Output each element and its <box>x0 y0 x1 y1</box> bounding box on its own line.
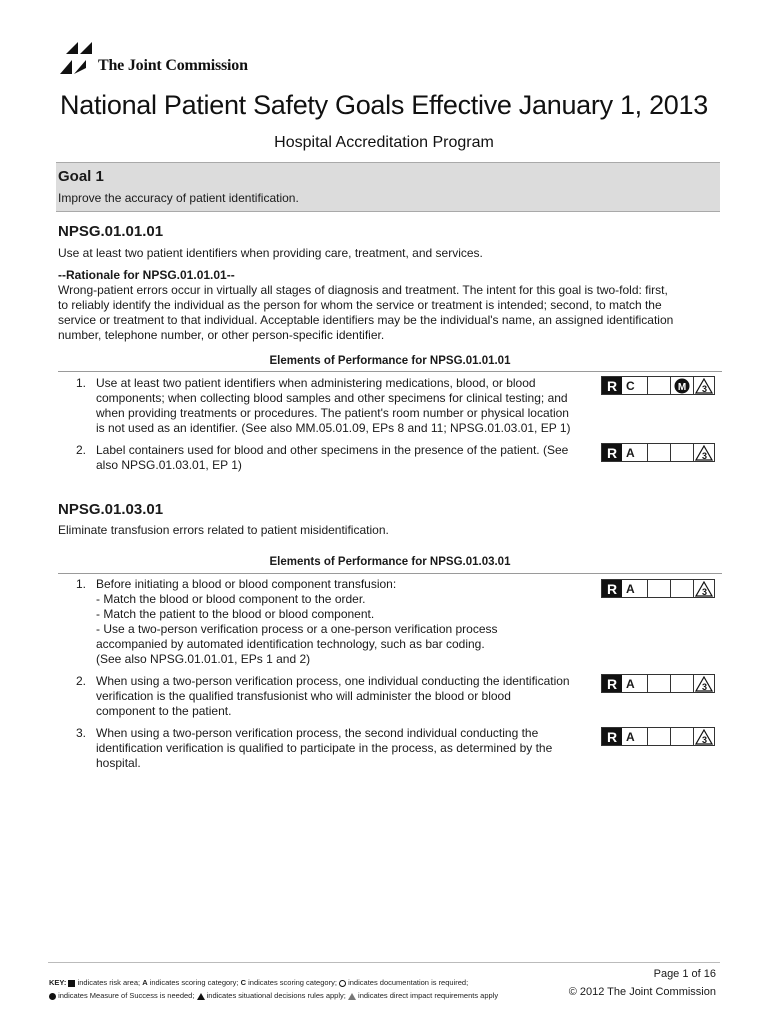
risk-key-icon <box>68 980 75 987</box>
ep-line: components; when collecting blood samples and other specimens for clinical testing; and <box>96 391 568 405</box>
standard-title: NPSG.01.01.01 <box>58 223 164 240</box>
ep-line: also NPSG.01.03.01, EP 1) <box>96 458 242 472</box>
ep-line: When using a two-person verification process, one individual conducting the identification <box>96 674 570 688</box>
logo-mark-icon <box>58 40 96 76</box>
documentation-cell <box>648 728 671 745</box>
ep-line: accompanied by automated identification technology, such as bar coding. <box>96 637 485 651</box>
key-line <box>49 989 498 1002</box>
key-text: indicates scoring category; <box>149 978 239 987</box>
measure-of-success-icon <box>671 377 694 394</box>
ep-code-box <box>601 376 715 395</box>
ep-text <box>96 726 596 771</box>
ep-line: hospital. <box>96 756 141 770</box>
situational-key-icon <box>197 993 205 1000</box>
rationale-text <box>58 283 673 343</box>
measure-cell <box>671 580 694 597</box>
key-text: indicates situational decisions rules apply; <box>206 991 346 1000</box>
impact-triangle-icon <box>694 444 714 461</box>
ep-line: - Match the patient to the blood or blood component. <box>96 607 375 621</box>
rationale-line: service or treatment to that individual. Acceptable identifiers may be the individual's name, an assigned identification <box>58 313 674 327</box>
program-subtitle: Hospital Accreditation Program <box>274 134 494 151</box>
documentation-cell <box>648 444 671 461</box>
footer-key <box>49 976 498 1002</box>
ep-code-box <box>601 727 715 746</box>
standard-title: NPSG.01.03.01 <box>58 501 164 518</box>
ep-number: 2. <box>76 674 87 688</box>
documentation-cell <box>648 580 671 597</box>
category-code: A <box>622 444 648 461</box>
ep-number: 1. <box>76 376 87 390</box>
ep-line: verification is the qualified transfusionist who will administer the blood or blood <box>96 689 511 703</box>
key-code-c: C <box>240 978 247 987</box>
category-code: A <box>622 580 648 597</box>
rationale-heading: --Rationale for NPSG.01.01.01-- <box>58 268 235 282</box>
direct-impact-key-icon <box>348 993 356 1000</box>
ep-line: identification verification is qualified to participate in the process, as determined by the <box>96 741 553 755</box>
impact-number: 3 <box>701 450 708 461</box>
ep-line: when providing treatments or procedures. The patient's room number or physical location <box>96 406 569 420</box>
measure-letter: M <box>677 381 687 393</box>
ep-number: 3. <box>76 726 87 740</box>
impact-triangle-icon <box>694 675 714 692</box>
ep-line: - Match the blood or blood component to the order. <box>96 592 366 606</box>
key-code-a: A <box>142 978 148 987</box>
ep-line: Before initiating a blood or blood component transfusion: <box>96 577 397 591</box>
ep-line: Label containers used for blood and other specimens in the presence of the patient. (See <box>96 443 569 457</box>
measure-cell <box>671 444 694 461</box>
ep-text <box>96 674 596 719</box>
risk-icon: R <box>602 728 622 745</box>
ep-code-box <box>601 674 715 693</box>
impact-number: 3 <box>701 586 708 597</box>
joint-commission-logo <box>58 40 248 76</box>
ep-heading: Elements of Performance for NPSG.01.01.01 <box>269 355 511 367</box>
ep-text <box>96 577 596 667</box>
risk-icon: R <box>602 377 622 394</box>
ep-line: - Use a two-person verification process or a one-person verification process <box>96 622 498 636</box>
key-text: indicates documentation is required; <box>348 978 469 987</box>
rationale-line: number, telephone number, or other person-specific identifier. <box>58 328 385 342</box>
rationale-line: to reliably identify the individual as the person for whom the service or treatment is intended; second, to match the <box>58 298 662 312</box>
category-code: A <box>622 728 648 745</box>
impact-triangle-icon <box>694 728 714 745</box>
key-text: indicates Measure of Success is needed; <box>58 991 195 1000</box>
key-text: indicates scoring category; <box>248 978 337 987</box>
impact-triangle-icon <box>694 377 714 394</box>
ep-line: (See also NPSG.01.01.01, EPs 1 and 2) <box>96 652 311 666</box>
impact-number: 3 <box>701 734 708 745</box>
page-number: Page 1 of 16 <box>653 968 716 980</box>
risk-icon: R <box>602 675 622 692</box>
footer-divider <box>48 962 720 963</box>
ep-number: 1. <box>76 577 87 591</box>
key-text: indicates risk area; <box>77 978 141 987</box>
document-title: National Patient Safety Goals Effective January 1, 2013 <box>60 90 708 120</box>
key-line <box>49 976 498 989</box>
copyright: © 2012 The Joint Commission <box>568 986 716 998</box>
risk-icon: R <box>602 444 622 461</box>
risk-icon: R <box>602 580 622 597</box>
measure-cell <box>671 675 694 692</box>
logo-text: The Joint Commission <box>98 57 248 74</box>
documentation-key-icon <box>339 980 346 987</box>
goal-title: Goal 1 <box>58 168 104 185</box>
ep-line: component to the patient. <box>96 704 232 718</box>
ep-line: Use at least two patient identifiers when administering medications, blood, or blood <box>96 376 536 390</box>
ep-divider <box>58 371 722 372</box>
goal-description: Improve the accuracy of patient identification. <box>58 191 299 205</box>
ep-code-box <box>601 443 715 462</box>
category-code: C <box>622 377 648 394</box>
ep-text <box>96 376 596 436</box>
goal-header <box>56 162 720 212</box>
ep-line: When using a two-person verification process, the second individual conducting the <box>96 726 539 740</box>
impact-number: 3 <box>701 383 708 394</box>
measure-cell <box>671 728 694 745</box>
category-code: A <box>622 675 648 692</box>
documentation-cell <box>648 675 671 692</box>
key-text: indicates direct impact requirements apply <box>358 991 499 1000</box>
measure-key-icon <box>49 993 56 1000</box>
impact-number: 3 <box>701 681 708 692</box>
ep-text <box>96 443 596 473</box>
ep-line: is not used as an identifier. (See also MM.05.01.09, EPs 8 and 11; NPSG.01.03.01, EP 1) <box>96 421 571 435</box>
standard-statement: Eliminate transfusion errors related to patient misidentification. <box>58 523 389 537</box>
rationale-line: Wrong-patient errors occur in virtually all stages of diagnosis and treatment. The intent for this goal is two-fold: first, <box>58 283 668 297</box>
ep-divider <box>58 573 722 574</box>
impact-triangle-icon <box>694 580 714 597</box>
key-label: KEY: <box>49 978 67 987</box>
ep-number: 2. <box>76 443 87 457</box>
ep-code-box <box>601 579 715 598</box>
ep-heading: Elements of Performance for NPSG.01.03.01 <box>269 556 511 568</box>
documentation-cell <box>648 377 671 394</box>
standard-statement: Use at least two patient identifiers when providing care, treatment, and services. <box>58 246 483 260</box>
